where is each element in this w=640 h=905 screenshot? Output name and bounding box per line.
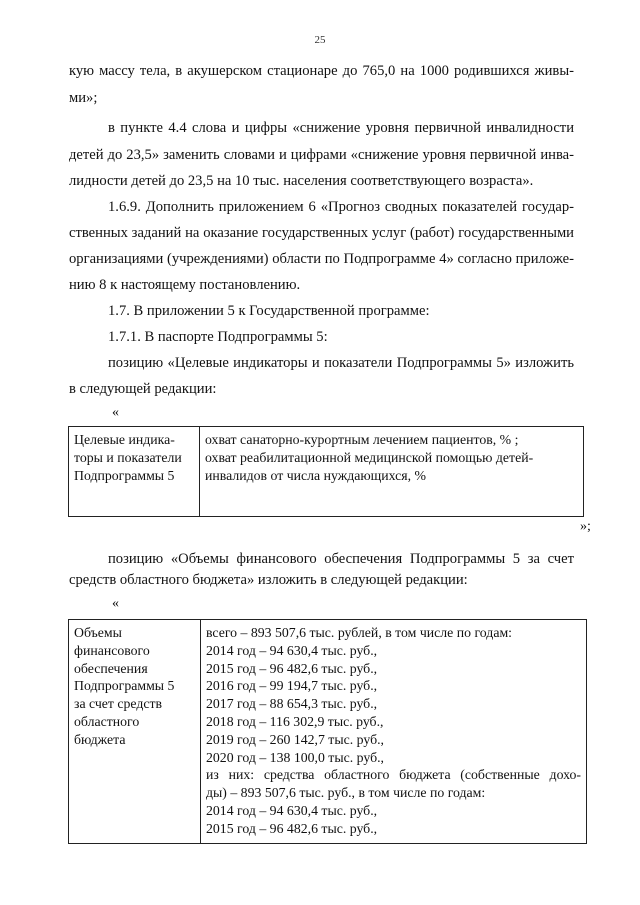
paragraph-2-line-3: лидности детей до 23,5 на 10 тыс. населения соответствующего возраста». — [69, 173, 534, 189]
funding-year-line: 2015 год – 96 482,6 тыс. руб., — [206, 660, 378, 676]
paragraph-2-line-1: в пункте 4.4 слова и цифры «снижение уровня первичной инвалидности — [108, 120, 574, 136]
targets-label-line: Целевые индика- — [74, 432, 175, 447]
funding-table-label-cell — [69, 620, 201, 844]
paragraph-3-line-2: ственных заданий на оказание государственных услуг (работ) государственными — [69, 225, 574, 241]
funding-label-line: бюджета — [74, 731, 126, 747]
targets-label-line: торы и показатели — [74, 450, 182, 465]
paragraph-7-line-1: позицию «Объемы финансового обеспечения Подпрограммы 5 за счет — [108, 551, 574, 567]
funding-total-line: всего – 893 507,6 тыс. рублей, в том числе по годам: — [206, 625, 513, 640]
funding-label-line: Подпрограммы 5 — [74, 678, 175, 694]
opening-quote-1: « — [112, 405, 119, 420]
funding-year-line: 2018 год – 116 302,9 тыс. руб., — [206, 713, 384, 729]
funding-label-line: финансового — [74, 642, 150, 658]
paragraph-3-line-4: нию 8 к настоящему постановлению. — [69, 277, 301, 293]
targets-value-line: инвалидов от числа нуждающихся, % — [205, 468, 427, 483]
targets-table — [68, 426, 584, 517]
funding-year-line: 2017 год – 88 654,3 тыс. руб., — [206, 696, 378, 712]
targets-value-line: охват реабилитационной медицинской помощью детей- — [205, 450, 534, 465]
funding-year-line: 2014 год – 94 630,4 тыс. руб., — [206, 802, 378, 818]
paragraph-3-line-3: организациями (учреждениями) области по Подпрограмме 4» согласно приложе- — [69, 251, 574, 267]
funding-year-line: 2015 год – 96 482,6 тыс. руб., — [206, 820, 378, 836]
funding-label-line: за счет средств — [74, 696, 163, 712]
page-number: 25 — [314, 34, 326, 46]
funding-label-line: обеспечения — [74, 660, 148, 676]
funding-label-line: областного — [74, 713, 140, 729]
paragraph-3-line-1: 1.6.9. Дополнить приложением 6 «Прогноз сводных показателей государ- — [108, 199, 574, 215]
paragraph-5: 1.7.1. В паспорте Подпрограммы 5: — [108, 329, 328, 345]
paragraph-4: 1.7. В приложении 5 к Государственной программе: — [108, 303, 430, 319]
funding-table — [68, 619, 587, 844]
targets-table-value-cell — [200, 427, 584, 517]
funding-year-line: 2016 год – 99 194,7 тыс. руб., — [206, 678, 378, 694]
paragraph-7-line-2: средств областного бюджета» изложить в следующей редакции: — [69, 572, 468, 588]
funding-label-line: Объемы — [74, 625, 122, 640]
paragraph-1-line-1: кую массу тела, в акушерском стационаре до 765,0 на 1000 родившихся живы- — [69, 63, 574, 79]
funding-year-line: 2014 год – 94 630,4 тыс. руб., — [206, 642, 378, 658]
opening-quote-2: « — [112, 596, 119, 611]
closing-quote-1: »; — [580, 519, 591, 534]
funding-source-line: из них: средства областного бюджета (собственные дохо- — [206, 767, 581, 783]
paragraph-6-line-2: в следующей редакции: — [69, 381, 217, 397]
funding-source-line: ды) – 893 507,6 тыс. руб., в том числе по годам: — [206, 785, 486, 801]
funding-table-value-cell — [201, 620, 587, 844]
targets-label-line: Подпрограммы 5 — [74, 468, 175, 483]
paragraph-2-line-2: детей до 23,5» заменить словами и цифрами «снижение уровня первичной инва- — [69, 147, 574, 163]
paragraph-1-line-2: ми»; — [69, 90, 98, 106]
funding-year-line: 2019 год – 260 142,7 тыс. руб., — [206, 731, 384, 747]
targets-value-line: охват санаторно-курортным лечением пациентов, % ; — [205, 432, 519, 447]
funding-year-line: 2020 год – 138 100,0 тыс. руб., — [206, 749, 384, 765]
paragraph-6-line-1: позицию «Целевые индикаторы и показатели Подпрограммы 5» изложить — [108, 355, 574, 371]
targets-table-label-cell — [69, 427, 200, 517]
